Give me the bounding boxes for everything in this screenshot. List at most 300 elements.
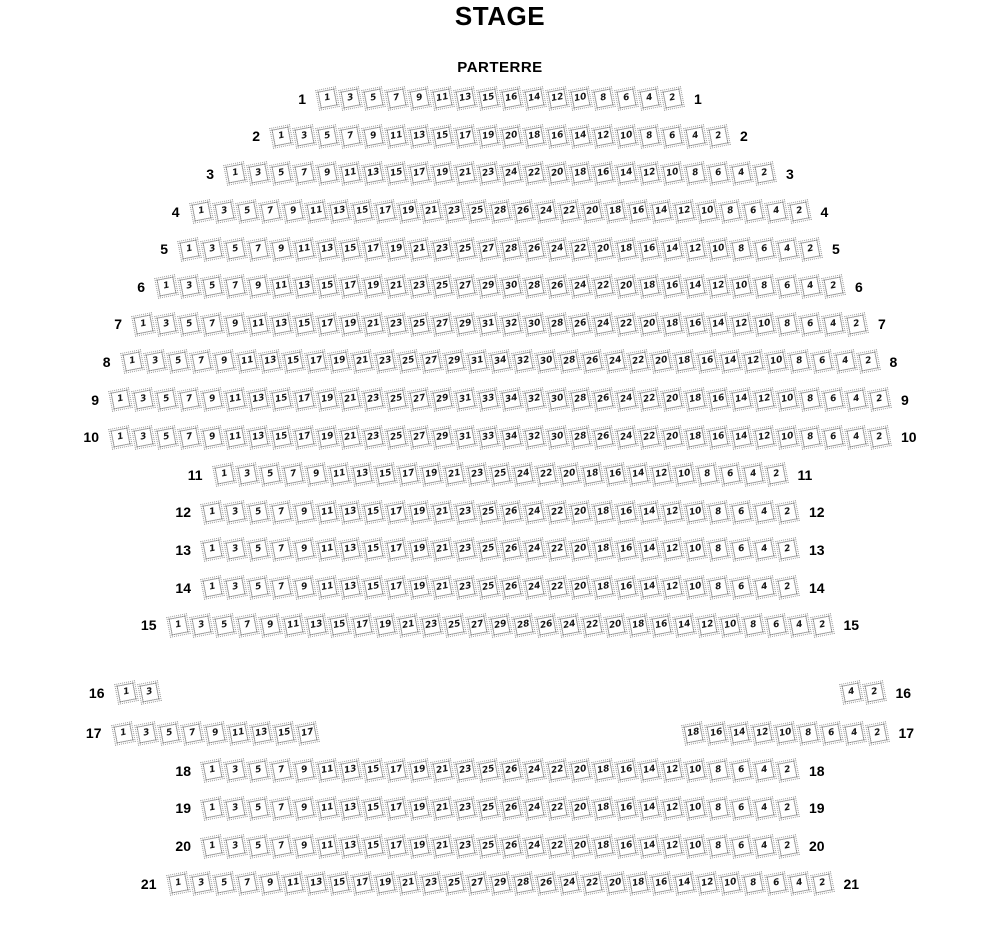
seat-row19-20[interactable] [571,799,591,819]
seat-row12-9[interactable] [295,502,315,522]
seat-row9-24[interactable] [617,390,637,410]
seat-row6-17[interactable] [341,277,361,297]
seat-row2-15[interactable] [433,126,453,146]
seat-row17-5[interactable] [159,723,179,743]
seat-row7-29[interactable] [456,314,476,334]
seat-row21-9[interactable] [260,874,280,894]
seat-row6-28[interactable] [525,277,545,297]
seat-row19-13[interactable] [341,799,361,819]
seat-row10-10[interactable] [778,427,798,447]
seat-row3-7[interactable] [295,164,315,184]
seat-row15-5[interactable] [214,615,234,635]
seat-row3-8[interactable] [686,164,706,184]
seat-row2-14[interactable] [571,126,591,146]
seat-row9-22[interactable] [640,390,660,410]
seat-row12-21[interactable] [433,502,453,522]
seat-row18-22[interactable] [548,761,568,781]
seat-row14-23[interactable] [456,578,476,598]
seat-row8-21[interactable] [352,352,372,372]
seat-row21-28[interactable] [513,874,533,894]
seat-row4-19[interactable] [398,202,418,222]
seat-row6-20[interactable] [617,277,637,297]
seat-row8-30[interactable] [536,352,556,372]
seat-row5-25[interactable] [456,239,476,259]
seat-row9-29[interactable] [433,390,453,410]
seat-row8-1[interactable] [122,352,142,372]
seat-row5-22[interactable] [571,239,591,259]
seat-row21-22[interactable] [582,874,602,894]
seat-row19-25[interactable] [479,799,499,819]
seat-row4-4[interactable] [766,202,786,222]
seat-row8-6[interactable] [812,352,832,372]
seat-row6-24[interactable] [571,277,591,297]
seat-row9-17[interactable] [295,390,315,410]
seat-row3-15[interactable] [387,164,407,184]
seat-row8-16[interactable] [697,352,717,372]
seat-row9-30[interactable] [548,390,568,410]
seat-row1-15[interactable] [479,89,499,109]
seat-row9-26[interactable] [594,390,614,410]
seat-row12-12[interactable] [663,502,683,522]
seat-row7-30[interactable] [525,314,545,334]
seat-row15-22[interactable] [582,615,602,635]
seat-row10-16[interactable] [709,427,729,447]
seat-row3-4[interactable] [732,164,752,184]
seat-row17-8[interactable] [798,723,818,743]
seat-row20-10[interactable] [686,836,706,856]
seat-row5-5[interactable] [226,239,246,259]
seat-row10-25[interactable] [387,427,407,447]
seat-row19-22[interactable] [548,799,568,819]
seat-row20-6[interactable] [732,836,752,856]
seat-row9-32[interactable] [525,390,545,410]
seat-row20-12[interactable] [663,836,683,856]
seat-row11-19[interactable] [421,465,441,485]
seat-row4-2[interactable] [789,202,809,222]
seat-row19-3[interactable] [226,799,246,819]
seat-row9-7[interactable] [180,390,200,410]
seat-row18-23[interactable] [456,761,476,781]
seat-row6-2[interactable] [824,277,844,297]
seat-row11-18[interactable] [582,465,602,485]
seat-row9-6[interactable] [824,390,844,410]
seat-row1-10[interactable] [571,89,591,109]
seat-row15-7[interactable] [237,615,257,635]
seat-row21-1[interactable] [168,874,188,894]
seat-row21-5[interactable] [214,874,234,894]
seat-row6-27[interactable] [456,277,476,297]
seat-row14-3[interactable] [226,578,246,598]
seat-row10-19[interactable] [318,427,338,447]
seat-row15-20[interactable] [605,615,625,635]
seat-row5-28[interactable] [502,239,522,259]
seat-row15-26[interactable] [536,615,556,635]
seat-row5-4[interactable] [778,239,798,259]
seat-row19-23[interactable] [456,799,476,819]
seat-row7-5[interactable] [180,314,200,334]
seat-row11-13[interactable] [352,465,372,485]
seat-row10-28[interactable] [571,427,591,447]
seat-row6-13[interactable] [295,277,315,297]
seat-row15-15[interactable] [329,615,349,635]
seat-row19-1[interactable] [203,799,223,819]
seat-row13-7[interactable] [272,540,292,560]
seat-row18-21[interactable] [433,761,453,781]
seat-row12-19[interactable] [410,502,430,522]
seat-row18-18[interactable] [594,761,614,781]
seat-row5-19[interactable] [387,239,407,259]
seat-row7-12[interactable] [732,314,752,334]
seat-row20-19[interactable] [410,836,430,856]
seat-row15-29[interactable] [490,615,510,635]
seat-row8-23[interactable] [375,352,395,372]
seat-row9-16[interactable] [709,390,729,410]
seat-row11-10[interactable] [674,465,694,485]
seat-row13-10[interactable] [686,540,706,560]
seat-row11-14[interactable] [628,465,648,485]
seat-row7-25[interactable] [410,314,430,334]
seat-row8-20[interactable] [651,352,671,372]
seat-row11-24[interactable] [513,465,533,485]
seat-row10-3[interactable] [134,427,154,447]
seat-row4-25[interactable] [467,202,487,222]
seat-row8-28[interactable] [559,352,579,372]
seat-row19-21[interactable] [433,799,453,819]
seat-row18-19[interactable] [410,761,430,781]
seat-row12-25[interactable] [479,502,499,522]
seat-row1-8[interactable] [594,89,614,109]
seat-row10-7[interactable] [180,427,200,447]
seat-row6-12[interactable] [709,277,729,297]
seat-row5-2[interactable] [801,239,821,259]
seat-row5-18[interactable] [617,239,637,259]
seat-row10-18[interactable] [686,427,706,447]
seat-row3-6[interactable] [709,164,729,184]
seat-row9-34[interactable] [502,390,522,410]
seat-row2-10[interactable] [617,126,637,146]
seat-row5-23[interactable] [433,239,453,259]
seat-row1-16[interactable] [502,89,522,109]
seat-row21-26[interactable] [536,874,556,894]
seat-row18-20[interactable] [571,761,591,781]
seat-row9-4[interactable] [847,390,867,410]
seat-row14-14[interactable] [640,578,660,598]
seat-row14-25[interactable] [479,578,499,598]
seat-row6-21[interactable] [387,277,407,297]
seat-row21-8[interactable] [743,874,763,894]
seat-row6-14[interactable] [686,277,706,297]
seat-row9-10[interactable] [778,390,798,410]
seat-row7-24[interactable] [594,314,614,334]
seat-row20-20[interactable] [571,836,591,856]
seat-row14-26[interactable] [502,578,522,598]
seat-row14-2[interactable] [778,578,798,598]
seat-row14-6[interactable] [732,578,752,598]
seat-row5-8[interactable] [732,239,752,259]
seat-row11-5[interactable] [260,465,280,485]
seat-row9-28[interactable] [571,390,591,410]
seat-row11-4[interactable] [743,465,763,485]
seat-row17-13[interactable] [251,723,271,743]
seat-row21-15[interactable] [329,874,349,894]
seat-row11-9[interactable] [306,465,326,485]
seat-row14-22[interactable] [548,578,568,598]
seat-row5-13[interactable] [318,239,338,259]
seat-row17-11[interactable] [228,723,248,743]
seat-row10-30[interactable] [548,427,568,447]
seat-row6-5[interactable] [203,277,223,297]
seat-row17-7[interactable] [182,723,202,743]
seat-row4-15[interactable] [352,202,372,222]
seat-row2-13[interactable] [410,126,430,146]
seat-row14-10[interactable] [686,578,706,598]
seat-row3-11[interactable] [341,164,361,184]
seat-row15-23[interactable] [421,615,441,635]
seat-row15-13[interactable] [306,615,326,635]
seat-row19-14[interactable] [640,799,660,819]
seat-row2-17[interactable] [456,126,476,146]
seat-row9-31[interactable] [456,390,476,410]
seat-row9-2[interactable] [870,390,890,410]
seat-row20-17[interactable] [387,836,407,856]
seat-row14-18[interactable] [594,578,614,598]
seat-row16-2[interactable] [864,683,884,703]
seat-row14-20[interactable] [571,578,591,598]
seat-row15-16[interactable] [651,615,671,635]
seat-row14-13[interactable] [341,578,361,598]
seat-row17-12[interactable] [752,723,772,743]
seat-row18-11[interactable] [318,761,338,781]
seat-row9-3[interactable] [134,390,154,410]
seat-row18-17[interactable] [387,761,407,781]
seat-row7-28[interactable] [548,314,568,334]
seat-row15-4[interactable] [789,615,809,635]
seat-row9-1[interactable] [111,390,131,410]
seat-row20-5[interactable] [249,836,269,856]
seat-row18-10[interactable] [686,761,706,781]
seat-row4-7[interactable] [260,202,280,222]
seat-row15-12[interactable] [697,615,717,635]
seat-row17-4[interactable] [844,723,864,743]
seat-row4-22[interactable] [559,202,579,222]
seat-row9-5[interactable] [157,390,177,410]
seat-row12-6[interactable] [732,502,752,522]
seat-row3-20[interactable] [548,164,568,184]
seat-row3-1[interactable] [226,164,246,184]
seat-row19-7[interactable] [272,799,292,819]
seat-row14-7[interactable] [272,578,292,598]
seat-row13-18[interactable] [594,540,614,560]
seat-row7-14[interactable] [709,314,729,334]
seat-row1-7[interactable] [387,89,407,109]
seat-row21-19[interactable] [375,874,395,894]
seat-row8-12[interactable] [743,352,763,372]
seat-row12-15[interactable] [364,502,384,522]
seat-row8-22[interactable] [628,352,648,372]
seat-row10-29[interactable] [433,427,453,447]
seat-row19-8[interactable] [709,799,729,819]
seat-row10-31[interactable] [456,427,476,447]
seat-row2-3[interactable] [295,126,315,146]
seat-row17-6[interactable] [821,723,841,743]
seat-row2-8[interactable] [640,126,660,146]
seat-row10-11[interactable] [226,427,246,447]
seat-row2-12[interactable] [594,126,614,146]
seat-row19-5[interactable] [249,799,269,819]
seat-row6-25[interactable] [433,277,453,297]
seat-row6-7[interactable] [226,277,246,297]
seat-row21-25[interactable] [444,874,464,894]
seat-row1-13[interactable] [456,89,476,109]
seat-row11-6[interactable] [720,465,740,485]
seat-row6-23[interactable] [410,277,430,297]
seat-row4-5[interactable] [237,202,257,222]
seat-row4-21[interactable] [421,202,441,222]
seat-row18-1[interactable] [203,761,223,781]
seat-row7-22[interactable] [617,314,637,334]
seat-row2-4[interactable] [686,126,706,146]
seat-row4-10[interactable] [697,202,717,222]
seat-row21-10[interactable] [720,874,740,894]
seat-row12-13[interactable] [341,502,361,522]
seat-row15-19[interactable] [375,615,395,635]
seat-row17-18[interactable] [683,723,703,743]
seat-row15-11[interactable] [283,615,303,635]
seat-row13-5[interactable] [249,540,269,560]
seat-row13-15[interactable] [364,540,384,560]
seat-row19-10[interactable] [686,799,706,819]
seat-row7-2[interactable] [847,314,867,334]
seat-row6-16[interactable] [663,277,683,297]
seat-row8-34[interactable] [490,352,510,372]
seat-row20-3[interactable] [226,836,246,856]
seat-row14-5[interactable] [249,578,269,598]
seat-row8-15[interactable] [283,352,303,372]
seat-row14-1[interactable] [203,578,223,598]
seat-row13-1[interactable] [203,540,223,560]
seat-row13-3[interactable] [226,540,246,560]
seat-row20-25[interactable] [479,836,499,856]
seat-row12-20[interactable] [571,502,591,522]
seat-row7-3[interactable] [157,314,177,334]
seat-row12-22[interactable] [548,502,568,522]
seat-row13-12[interactable] [663,540,683,560]
seat-row10-13[interactable] [249,427,269,447]
seat-row20-13[interactable] [341,836,361,856]
seat-row17-9[interactable] [205,723,225,743]
seat-row3-14[interactable] [617,164,637,184]
seat-row12-2[interactable] [778,502,798,522]
seat-row11-12[interactable] [651,465,671,485]
seat-row18-5[interactable] [249,761,269,781]
seat-row19-12[interactable] [663,799,683,819]
seat-row14-21[interactable] [433,578,453,598]
seat-row15-2[interactable] [812,615,832,635]
seat-row18-14[interactable] [640,761,660,781]
seat-row7-21[interactable] [364,314,384,334]
seat-row21-13[interactable] [306,874,326,894]
seat-row14-17[interactable] [387,578,407,598]
seat-row4-23[interactable] [444,202,464,222]
seat-row15-9[interactable] [260,615,280,635]
seat-row18-26[interactable] [502,761,522,781]
seat-row10-5[interactable] [157,427,177,447]
seat-row9-13[interactable] [249,390,269,410]
seat-row5-17[interactable] [364,239,384,259]
seat-row17-3[interactable] [136,723,156,743]
seat-row19-19[interactable] [410,799,430,819]
seat-row2-11[interactable] [387,126,407,146]
seat-row8-19[interactable] [329,352,349,372]
seat-row20-15[interactable] [364,836,384,856]
seat-row11-3[interactable] [237,465,257,485]
seat-row21-3[interactable] [191,874,211,894]
seat-row5-1[interactable] [180,239,200,259]
seat-row21-14[interactable] [674,874,694,894]
seat-row18-25[interactable] [479,761,499,781]
seat-row7-7[interactable] [203,314,223,334]
seat-row6-11[interactable] [272,277,292,297]
seat-row8-25[interactable] [398,352,418,372]
seat-row11-23[interactable] [467,465,487,485]
seat-row9-25[interactable] [387,390,407,410]
seat-row12-14[interactable] [640,502,660,522]
seat-row5-3[interactable] [203,239,223,259]
seat-row14-12[interactable] [663,578,683,598]
seat-row16-3[interactable] [139,683,159,703]
seat-row9-18[interactable] [686,390,706,410]
seat-row9-27[interactable] [410,390,430,410]
seat-row11-11[interactable] [329,465,349,485]
seat-row15-17[interactable] [352,615,372,635]
seat-row12-10[interactable] [686,502,706,522]
seat-row10-27[interactable] [410,427,430,447]
seat-row21-29[interactable] [490,874,510,894]
seat-row8-29[interactable] [444,352,464,372]
seat-row19-6[interactable] [732,799,752,819]
seat-row3-9[interactable] [318,164,338,184]
seat-row18-24[interactable] [525,761,545,781]
seat-row3-24[interactable] [502,164,522,184]
seat-row20-23[interactable] [456,836,476,856]
seat-row9-21[interactable] [341,390,361,410]
seat-row3-21[interactable] [456,164,476,184]
seat-row19-4[interactable] [755,799,775,819]
seat-row20-22[interactable] [548,836,568,856]
seat-row6-9[interactable] [249,277,269,297]
seat-row18-7[interactable] [272,761,292,781]
seat-row20-24[interactable] [525,836,545,856]
seat-row17-10[interactable] [775,723,795,743]
seat-row13-25[interactable] [479,540,499,560]
seat-row10-32[interactable] [525,427,545,447]
seat-row10-4[interactable] [847,427,867,447]
seat-row6-18[interactable] [640,277,660,297]
seat-row13-6[interactable] [732,540,752,560]
seat-row10-17[interactable] [295,427,315,447]
seat-row8-17[interactable] [306,352,326,372]
seat-row7-18[interactable] [663,314,683,334]
seat-row20-4[interactable] [755,836,775,856]
seat-row3-5[interactable] [272,164,292,184]
seat-row18-8[interactable] [709,761,729,781]
seat-row20-7[interactable] [272,836,292,856]
seat-row11-22[interactable] [536,465,556,485]
seat-row21-7[interactable] [237,874,257,894]
seat-row2-2[interactable] [709,126,729,146]
seat-row1-4[interactable] [640,89,660,109]
seat-row13-16[interactable] [617,540,637,560]
